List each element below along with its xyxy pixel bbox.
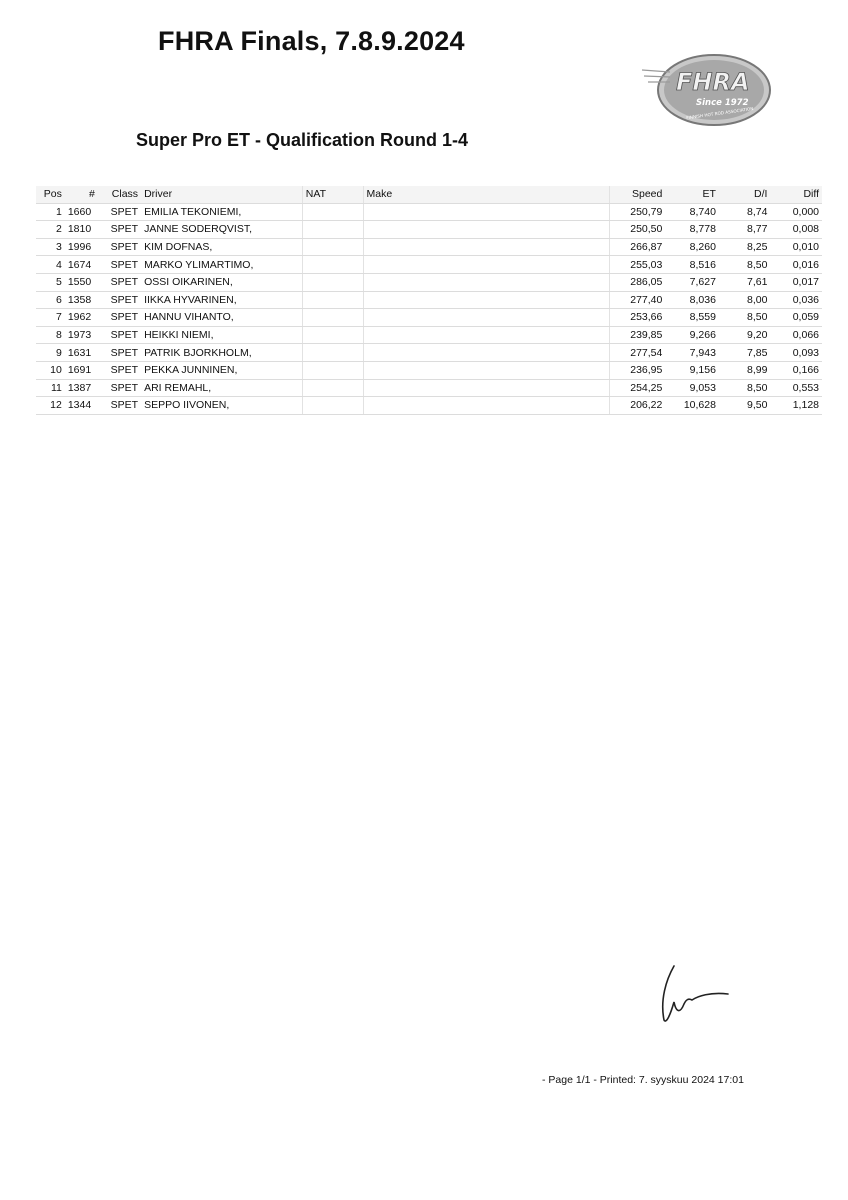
cell-num: 1358	[65, 291, 98, 309]
cell-speed: 254,25	[609, 379, 665, 397]
cell-num: 1691	[65, 361, 98, 379]
col-di-header: D/I	[719, 186, 771, 203]
cell-speed: 253,66	[609, 309, 665, 327]
table-row	[36, 238, 822, 256]
cell-num: 1962	[65, 309, 98, 327]
logo-since: Since 1972	[696, 98, 749, 108]
cell-di: 8,50	[719, 256, 771, 274]
cell-make	[363, 326, 609, 344]
cell-speed: 239,85	[609, 326, 665, 344]
cell-et: 9,266	[665, 326, 719, 344]
cell-di: 8,50	[719, 379, 771, 397]
cell-di: 8,99	[719, 361, 771, 379]
cell-pos: 2	[36, 221, 65, 239]
table-row	[36, 379, 822, 397]
cell-make	[363, 309, 609, 327]
cell-pos: 10	[36, 361, 65, 379]
cell-driver: MARKO YLIMARTIMO,	[141, 256, 302, 274]
cell-make	[363, 361, 609, 379]
cell-pos: 11	[36, 379, 65, 397]
cell-nat	[302, 309, 363, 327]
cell-num: 1344	[65, 397, 98, 415]
cell-diff: 0,016	[770, 256, 822, 274]
cell-et: 9,156	[665, 361, 719, 379]
col-et-header: ET	[665, 186, 719, 203]
cell-pos: 6	[36, 291, 65, 309]
cell-speed: 255,03	[609, 256, 665, 274]
cell-class: SPET	[98, 256, 141, 274]
cell-num: 1660	[65, 203, 98, 221]
cell-diff: 0,036	[770, 291, 822, 309]
cell-et: 8,516	[665, 256, 719, 274]
col-diff-header: Diff	[770, 186, 822, 203]
cell-diff: 0,008	[770, 221, 822, 239]
table-row	[36, 273, 822, 291]
cell-class: SPET	[98, 203, 141, 221]
cell-et: 8,260	[665, 238, 719, 256]
cell-di: 8,77	[719, 221, 771, 239]
cell-make	[363, 256, 609, 274]
signature	[652, 960, 742, 1032]
cell-diff: 0,010	[770, 238, 822, 256]
cell-di: 9,50	[719, 397, 771, 415]
table-row	[36, 361, 822, 379]
cell-nat	[302, 291, 363, 309]
cell-make	[363, 221, 609, 239]
cell-make	[363, 291, 609, 309]
col-make-header: Make	[363, 186, 609, 203]
cell-class: SPET	[98, 221, 141, 239]
cell-pos: 7	[36, 309, 65, 327]
cell-class: SPET	[98, 291, 141, 309]
cell-pos: 3	[36, 238, 65, 256]
cell-pos: 4	[36, 256, 65, 274]
cell-driver: SEPPO IIVONEN,	[141, 397, 302, 415]
cell-num: 1810	[65, 221, 98, 239]
cell-make	[363, 238, 609, 256]
cell-nat	[302, 397, 363, 415]
cell-et: 10,628	[665, 397, 719, 415]
cell-pos: 12	[36, 397, 65, 415]
cell-driver: KIM DOFNAS,	[141, 238, 302, 256]
cell-nat	[302, 221, 363, 239]
cell-nat	[302, 203, 363, 221]
cell-diff: 0,066	[770, 326, 822, 344]
cell-et: 8,036	[665, 291, 719, 309]
cell-make	[363, 203, 609, 221]
cell-make	[363, 379, 609, 397]
table-row	[36, 203, 822, 221]
col-nat-header: NAT	[302, 186, 363, 203]
cell-diff: 0,017	[770, 273, 822, 291]
table-row	[36, 291, 822, 309]
page-footer: - Page 1/1 - Printed: 7. syyskuu 2024 17:01	[542, 1074, 744, 1086]
table-row	[36, 344, 822, 362]
cell-class: SPET	[98, 344, 141, 362]
table-header-row	[36, 186, 822, 203]
cell-diff: 0,166	[770, 361, 822, 379]
cell-nat	[302, 238, 363, 256]
cell-nat	[302, 361, 363, 379]
cell-driver: IIKKA HYVARINEN,	[141, 291, 302, 309]
cell-driver: ARI REMAHL,	[141, 379, 302, 397]
cell-di: 8,25	[719, 238, 771, 256]
cell-class: SPET	[98, 326, 141, 344]
cell-speed: 266,87	[609, 238, 665, 256]
cell-driver: HANNU VIHANTO,	[141, 309, 302, 327]
cell-class: SPET	[98, 238, 141, 256]
cell-di: 9,20	[719, 326, 771, 344]
table-row	[36, 326, 822, 344]
cell-driver: PATRIK BJORKHOLM,	[141, 344, 302, 362]
cell-di: 8,74	[719, 203, 771, 221]
cell-pos: 9	[36, 344, 65, 362]
table-row	[36, 397, 822, 415]
cell-driver: JANNE SODERQVIST,	[141, 221, 302, 239]
col-pos-header: Pos	[36, 186, 65, 203]
col-speed-header: Speed	[609, 186, 665, 203]
cell-di: 8,50	[719, 309, 771, 327]
page-subtitle: Super Pro ET - Qualification Round 1-4	[136, 130, 469, 150]
cell-di: 7,85	[719, 344, 771, 362]
cell-num: 1631	[65, 344, 98, 362]
cell-class: SPET	[98, 379, 141, 397]
col-num-header: #	[65, 186, 98, 203]
cell-speed: 277,54	[609, 344, 665, 362]
logo-org: FINNISH HOT ROD ASSOCIATION	[685, 105, 754, 121]
cell-driver: EMILIA TEKONIEMI,	[141, 203, 302, 221]
cell-diff: 0,059	[770, 309, 822, 327]
cell-speed: 286,05	[609, 273, 665, 291]
table-row	[36, 309, 822, 327]
cell-num: 1387	[65, 379, 98, 397]
cell-speed: 250,79	[609, 203, 665, 221]
cell-pos: 1	[36, 203, 65, 221]
cell-speed: 250,50	[609, 221, 665, 239]
cell-nat	[302, 344, 363, 362]
col-driver-header: Driver	[141, 186, 302, 203]
cell-class: SPET	[98, 273, 141, 291]
cell-driver: PEKKA JUNNINEN,	[141, 361, 302, 379]
fhra-logo	[640, 52, 772, 128]
cell-nat	[302, 326, 363, 344]
results-table	[36, 186, 822, 415]
cell-diff: 0,000	[770, 203, 822, 221]
cell-speed: 277,40	[609, 291, 665, 309]
page-title: FHRA Finals, 7.8.9.2024	[158, 26, 465, 56]
cell-class: SPET	[98, 309, 141, 327]
cell-num: 1973	[65, 326, 98, 344]
cell-diff: 1,128	[770, 397, 822, 415]
cell-speed: 236,95	[609, 361, 665, 379]
cell-driver: HEIKKI NIEMI,	[141, 326, 302, 344]
cell-et: 8,740	[665, 203, 719, 221]
cell-class: SPET	[98, 397, 141, 415]
cell-pos: 5	[36, 273, 65, 291]
cell-num: 1996	[65, 238, 98, 256]
cell-et: 7,943	[665, 344, 719, 362]
cell-pos: 8	[36, 326, 65, 344]
cell-class: SPET	[98, 361, 141, 379]
col-class-header: Class	[98, 186, 141, 203]
results-body	[36, 203, 822, 414]
cell-et: 8,778	[665, 221, 719, 239]
table-row	[36, 256, 822, 274]
cell-di: 8,00	[719, 291, 771, 309]
cell-make	[363, 397, 609, 415]
cell-et: 7,627	[665, 273, 719, 291]
cell-num: 1550	[65, 273, 98, 291]
cell-et: 9,053	[665, 379, 719, 397]
cell-diff: 0,553	[770, 379, 822, 397]
cell-et: 8,559	[665, 309, 719, 327]
cell-make	[363, 344, 609, 362]
cell-make	[363, 273, 609, 291]
cell-nat	[302, 273, 363, 291]
logo-wordmark: FHRA	[676, 68, 750, 96]
cell-nat	[302, 379, 363, 397]
table-row	[36, 221, 822, 239]
cell-di: 7,61	[719, 273, 771, 291]
cell-speed: 206,22	[609, 397, 665, 415]
cell-nat	[302, 256, 363, 274]
cell-num: 1674	[65, 256, 98, 274]
cell-diff: 0,093	[770, 344, 822, 362]
cell-driver: OSSI OIKARINEN,	[141, 273, 302, 291]
